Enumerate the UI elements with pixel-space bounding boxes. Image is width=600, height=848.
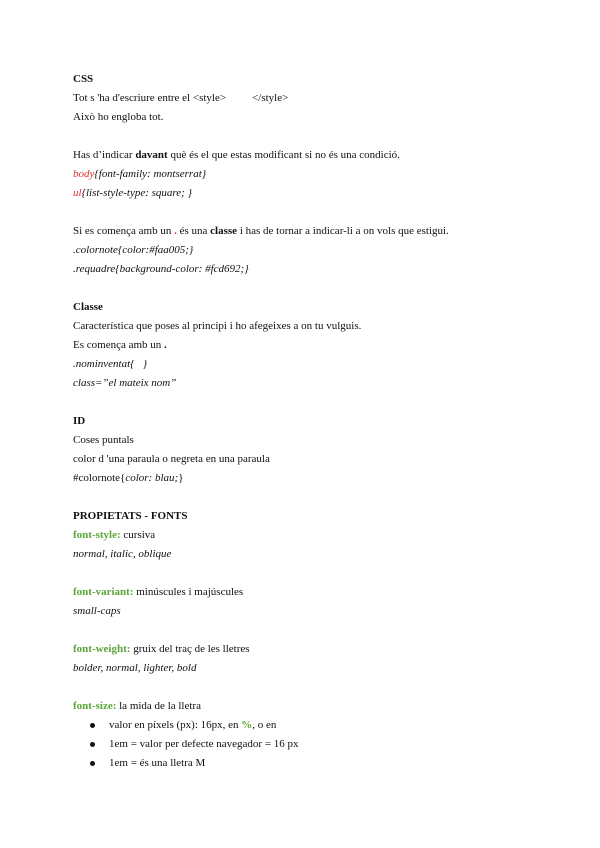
example-nominventat: .nominventat{ }	[73, 358, 148, 370]
classe-heading: Classe	[73, 301, 103, 313]
font-weight-line: font-weight: gruix del traç de les lletres	[73, 643, 250, 655]
classe-start: Es comença amb un .	[73, 339, 167, 351]
example-class-attr: class=”el mateix nom”	[73, 377, 177, 389]
css-style-close: </style>	[252, 92, 289, 104]
list-item: 1em = és una lletra M	[73, 754, 553, 773]
bullet-icon	[90, 742, 95, 747]
example-requadre: .requadre{background-color: #fcd692;}	[73, 263, 249, 275]
css-engloba-line: Això ho engloba tot.	[73, 111, 164, 123]
id-desc: Coses puntals	[73, 434, 134, 446]
example-ul-rule: ul{list-style-type: square; }	[73, 187, 192, 199]
id-heading: ID	[73, 415, 86, 427]
font-variant-values: small-caps	[73, 605, 121, 617]
document-content	[73, 70, 553, 773]
bullet-icon	[90, 761, 95, 766]
indicate-line: Has d’indicar davant què és el que estas modificant si no és una condició.	[73, 149, 400, 161]
list-item: 1em = valor per defecte navegador = 16 px	[73, 735, 553, 754]
css-heading: CSS	[73, 73, 94, 85]
font-style-line: font-style: cursiva	[73, 529, 156, 541]
classe-desc: Característica que poses al principi i ho afegeixes a on tu vulguis.	[73, 320, 362, 332]
id-desc-2: color d 'una paraula o negreta en una paraula	[73, 453, 270, 465]
font-style-values: normal, italic, oblique	[73, 548, 172, 560]
css-style-line	[73, 89, 553, 108]
font-weight-values: bolder, normal, lighter, bold	[73, 662, 197, 674]
example-body-rule: body{font-family: montserrat}	[73, 168, 207, 180]
bullet-icon	[90, 723, 95, 728]
example-id-rule: #colornote{color: blau;}	[73, 472, 184, 484]
font-variant-line: font-variant: minúscules i majúscules	[73, 586, 244, 598]
font-size-line: font-size: la mida de la lletra	[73, 700, 201, 712]
list-item: valor en píxels (px): 16px, en %, o en	[73, 716, 553, 735]
davant-bold: davant	[135, 149, 168, 161]
example-colornote: .colornote{color:#faa005;}	[73, 244, 194, 256]
fonts-heading: PROPIETATS - FONTS	[73, 510, 188, 522]
dot-class-line: Si es comença amb un . és una classe i has de tornar a indicar-li a on vols que estigui.	[73, 225, 449, 237]
font-size-list	[73, 716, 553, 773]
css-style-text: Tot s 'ha d'escriure entre el <style>	[73, 92, 227, 104]
